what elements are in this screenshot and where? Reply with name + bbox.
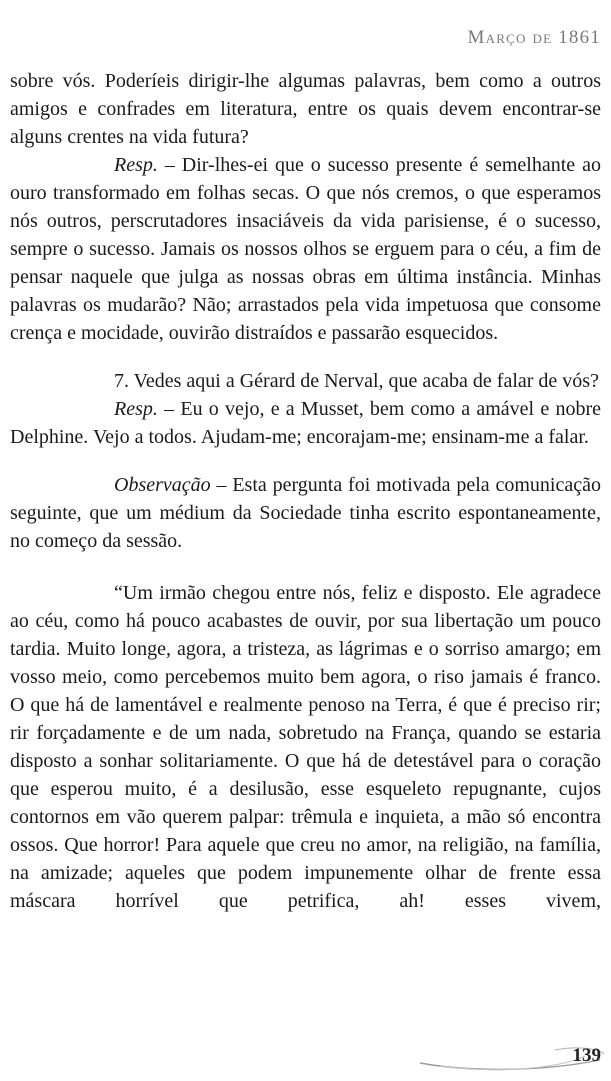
answer-paragraph-2: Resp. – Eu o vejo, e a Musset, bem como a amável e nobre Delphine. Vejo a todos. Ajudam-me; encorajam-me; ensinam-me a falar. [10,398,601,448]
running-header: Março de 1861 [467,27,601,48]
observation-label: Observação [114,474,211,496]
page-body [10,67,601,915]
answer-label: Resp. [114,398,158,420]
answer-paragraph-1: Resp. – Dir-lhes-ei que o sucesso presente é semelhante ao ouro transformado em folhas secas. O que nós cremos, o que esperamos nós outros, perscrutadores insaciáveis da vida parisiense, é o sucesso, sempre o sucesso. Jamais os nossos olhos se erguem para o céu, a fim de pensar naquele que julga as nossas obras em última instância. Minhas palavras os mudarão? Não; arrastados pela vida impetuosa que consome crença e mocidade, ouvirão distraídos e passarão esquecidos. [10,154,601,344]
paragraph-continuation: sobre vós. Poderíeis dirigir-lhe algumas palavras, bem como a outros amigos e confrades em literatura, entre os quais devem encontrar-se alguns crentes na vida futura? [10,70,601,148]
page-number: 139 [572,1045,601,1066]
footer-ornament-swoosh [0,1036,611,1076]
answer-label: Resp. [114,154,158,176]
observation-paragraph: Observação – Esta pergunta foi motivada pela comunicação seguinte, que um médium da Sociedade tinha escrito espontaneamente, no começo da sessão. [10,474,601,552]
question-7: 7. Vedes aqui a Gérard de Nerval, que acaba de falar de vós? [114,370,599,392]
quoted-communication: “Um irmão chegou entre nós, feliz e disposto. Ele agradece ao céu, como há pouco acabastes de ouvir, por sua libertação um pouco tardia. Muito longe, agora, a tristeza, as lágrimas e o sorriso amargo; em vosso meio, como percebemos muito bem agora, o riso jamais é franco. O que há de lamentável e realmente penoso na Terra, é que é preciso rir; rir forçadamente e de um nada, sobretudo na França, quando se estaria disposto a sonhar solitariamente. O que há de detestável para o coração que esperou muito, é a desilusão, esse esqueleto repugnante, cujos contornos em vão querem palpar: trêmula e inquieta, a mão só encontra ossos. Que horror! Para aquele que creu no amor, na religião, na família, na amizade; aqueles que podem impunemente olhar de frente essa máscara horrível que petrifica, ah! esses vivem, [10,582,601,912]
